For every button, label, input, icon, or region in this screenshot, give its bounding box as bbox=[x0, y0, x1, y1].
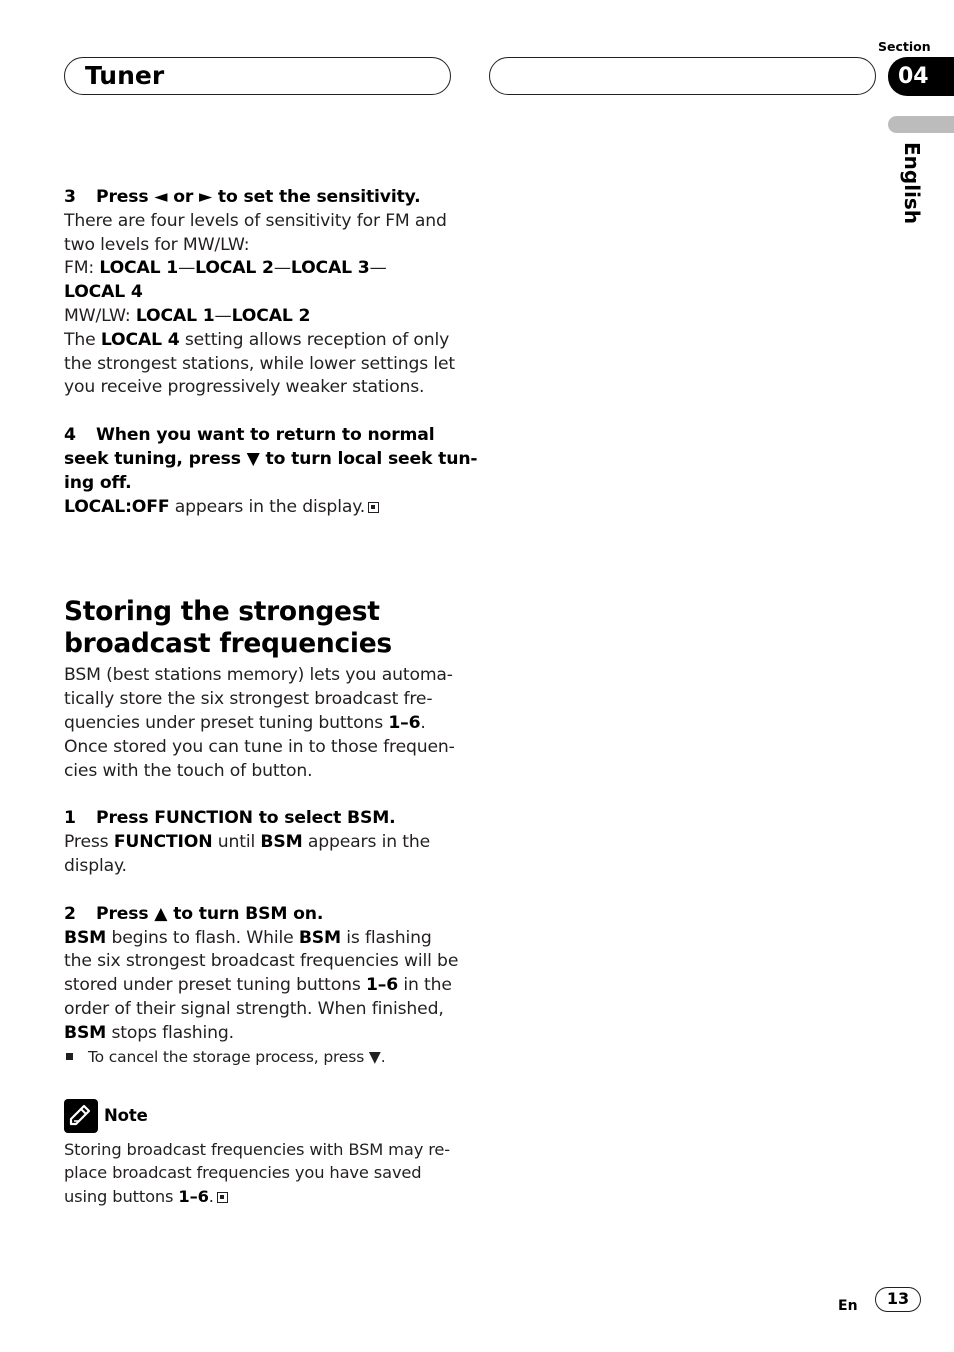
end-mark-icon bbox=[368, 502, 379, 513]
note-text: Storing broadcast frequencies with BSM may re- bbox=[64, 1139, 450, 1159]
left-arrow-icon: ◄ bbox=[154, 187, 168, 207]
bsm-step-2-text: the six strongest broadcast frequencies will be bbox=[64, 951, 459, 972]
step-3-heading: 3 Press ◄ or ► to set the sensitivity. bbox=[64, 187, 421, 207]
end-mark-icon bbox=[217, 1192, 228, 1203]
step-4-heading: seek tuning, press ▼ to turn local seek tun- bbox=[64, 448, 478, 469]
bsm-step-2-heading: 2 Press ▲ to turn BSM on. bbox=[64, 903, 324, 924]
right-arrow-icon: ► bbox=[199, 187, 213, 207]
page-title: Tuner bbox=[85, 61, 165, 90]
header-title-box bbox=[64, 57, 451, 95]
fm-levels-cont: LOCAL 4 bbox=[64, 282, 143, 303]
up-arrow-icon: ▲ bbox=[154, 903, 168, 924]
section-number: 04 bbox=[898, 64, 929, 89]
note-text: using buttons 1–6. bbox=[64, 1185, 456, 1209]
bsm-step-1-text: Press FUNCTION until BSM appears in the bbox=[64, 832, 431, 853]
section-text: Once stored you can tune in to those frequen- bbox=[64, 736, 455, 757]
section-text: quencies under preset tuning buttons 1–6. bbox=[64, 712, 426, 733]
down-arrow-icon: ▼ bbox=[246, 448, 260, 469]
step-3-text: you receive progressively weaker stations. bbox=[64, 377, 425, 398]
section-heading: Storing the strongest bbox=[64, 596, 380, 628]
section-number-tab bbox=[888, 57, 954, 96]
mwlw-levels: MW/LW: LOCAL 1—LOCAL 2 bbox=[64, 305, 311, 326]
note-pencil-icon bbox=[64, 1099, 98, 1133]
section-text: cies with the touch of button. bbox=[64, 760, 313, 781]
section-text: tically store the six strongest broadcast fre- bbox=[64, 689, 433, 710]
bsm-step-2-text: BSM stops flashing. bbox=[64, 1022, 234, 1043]
note-text: place broadcast frequencies you have saved bbox=[64, 1163, 422, 1183]
step-3-text: the strongest stations, while lower settings let bbox=[64, 353, 456, 374]
down-arrow-icon: ▼ bbox=[368, 1047, 381, 1066]
section-text: BSM (best stations memory) lets you automa- bbox=[64, 665, 453, 686]
page-number-badge bbox=[875, 1287, 921, 1312]
step-3-text: two levels for MW/LW: bbox=[64, 234, 250, 255]
step-3-text: There are four levels of sensitivity for FM and bbox=[64, 210, 447, 231]
bsm-step-2-text: order of their signal strength. When finished, bbox=[64, 998, 444, 1019]
note-label: Note bbox=[104, 1105, 148, 1125]
step-4-text: LOCAL:OFF appears in the display. bbox=[64, 496, 456, 520]
page-number: 13 bbox=[886, 1289, 910, 1308]
bsm-step-1-text: display. bbox=[64, 855, 127, 876]
step-4-heading: ing off. bbox=[64, 472, 132, 493]
page-content bbox=[64, 186, 478, 1208]
bsm-step-2-text: stored under preset tuning buttons 1–6 in the bbox=[64, 975, 452, 996]
header-blank-box bbox=[489, 57, 876, 95]
section-heading: broadcast frequencies bbox=[64, 628, 392, 660]
step-3-text: The LOCAL 4 setting allows reception of only bbox=[64, 329, 450, 350]
note-header bbox=[64, 1099, 456, 1133]
bsm-step-1-heading: 1 Press FUNCTION to select BSM. bbox=[64, 808, 396, 829]
section-label: Section bbox=[878, 39, 931, 54]
bullet-item: To cancel the storage process, press ▼. bbox=[64, 1046, 456, 1069]
bsm-step-2-text: BSM begins to flash. While BSM is flashing bbox=[64, 927, 432, 948]
fm-levels: FM: LOCAL 1—LOCAL 2—LOCAL 3— bbox=[64, 258, 387, 279]
language-bar bbox=[888, 116, 954, 133]
bullet-square-icon bbox=[66, 1053, 73, 1060]
footer-language: En bbox=[838, 1298, 858, 1314]
language-label: English bbox=[900, 142, 924, 225]
step-4-heading: 4 When you want to return to normal bbox=[64, 425, 435, 446]
